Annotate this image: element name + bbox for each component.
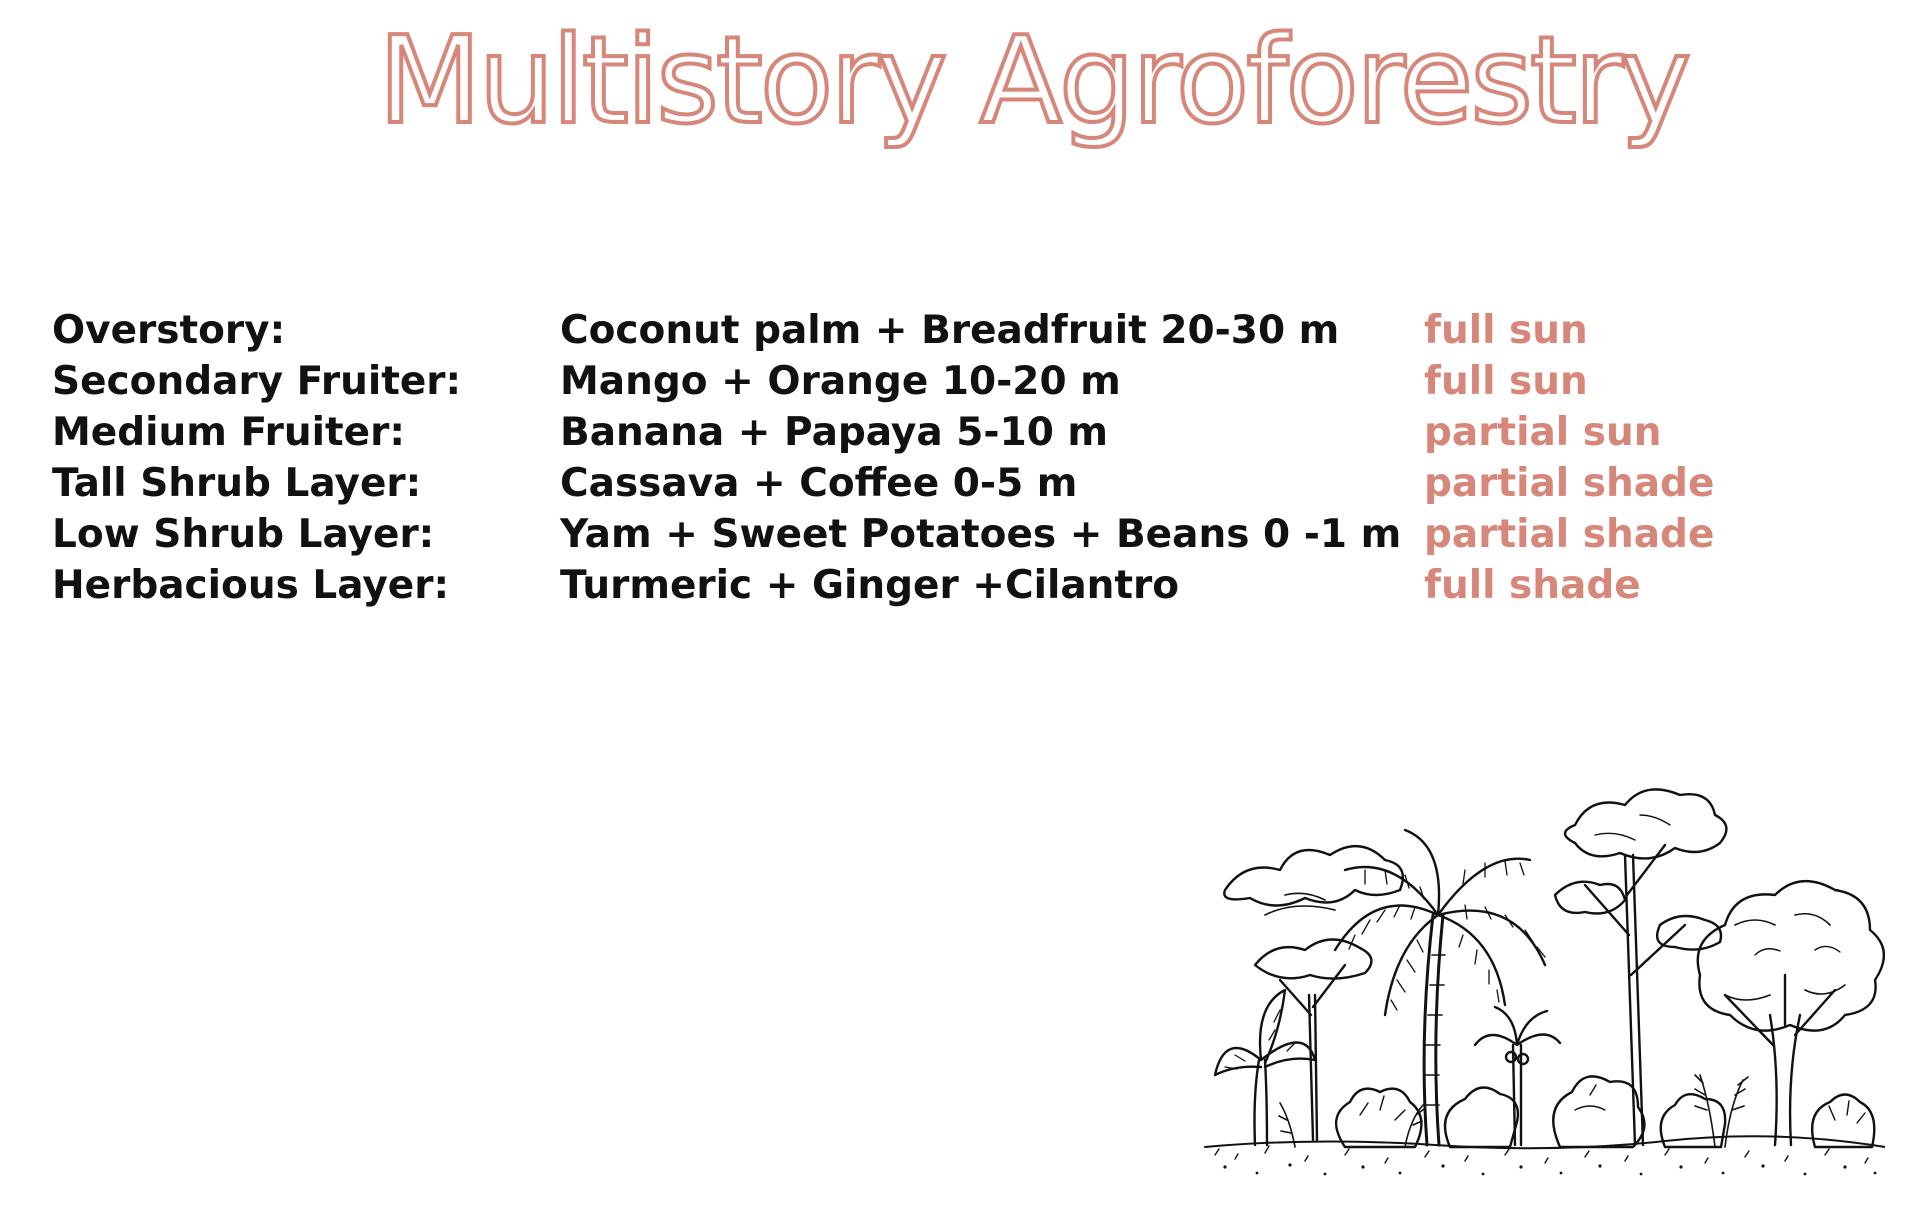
page-title: Multistory Agroforestry xyxy=(378,12,1689,151)
layer-row-overstory xyxy=(52,305,1752,356)
layer-plants: Banana + Papaya 5-10 m xyxy=(560,410,1109,455)
layer-name: Tall Shrub Layer: xyxy=(52,461,422,506)
layer-name: Overstory: xyxy=(52,308,286,353)
layer-name: Herbacious Layer: xyxy=(52,563,450,608)
layer-name: Low Shrub Layer: xyxy=(52,512,435,557)
layer-light: partial sun xyxy=(1424,410,1662,455)
layer-row-tall-shrub xyxy=(52,458,1752,509)
layer-plants: Mango + Orange 10-20 m xyxy=(560,359,1121,404)
layer-name: Medium Fruiter: xyxy=(52,410,405,455)
layer-plants: Cassava + Coffee 0-5 m xyxy=(560,461,1078,506)
agroforest-sketch-icon xyxy=(1195,775,1885,1185)
layer-table xyxy=(52,305,1752,611)
layer-row-low-shrub xyxy=(52,509,1752,560)
layer-row-medium-fruiter xyxy=(52,407,1752,458)
layer-light: full sun xyxy=(1424,359,1588,404)
layer-plants: Yam + Sweet Potatoes + Beans 0 -1 m xyxy=(560,512,1402,557)
layer-row-secondary-fruiter xyxy=(52,356,1752,407)
layer-light: partial shade xyxy=(1424,512,1715,557)
layer-row-herbacious xyxy=(52,560,1752,611)
layer-name: Secondary Fruiter: xyxy=(52,359,462,404)
layer-light: partial shade xyxy=(1424,461,1715,506)
layer-light: full shade xyxy=(1424,563,1641,608)
layer-light: full sun xyxy=(1424,308,1588,353)
layer-plants: Turmeric + Ginger +Cilantro xyxy=(560,563,1180,608)
layer-plants: Coconut palm + Breadfruit 20-30 m xyxy=(560,308,1340,353)
